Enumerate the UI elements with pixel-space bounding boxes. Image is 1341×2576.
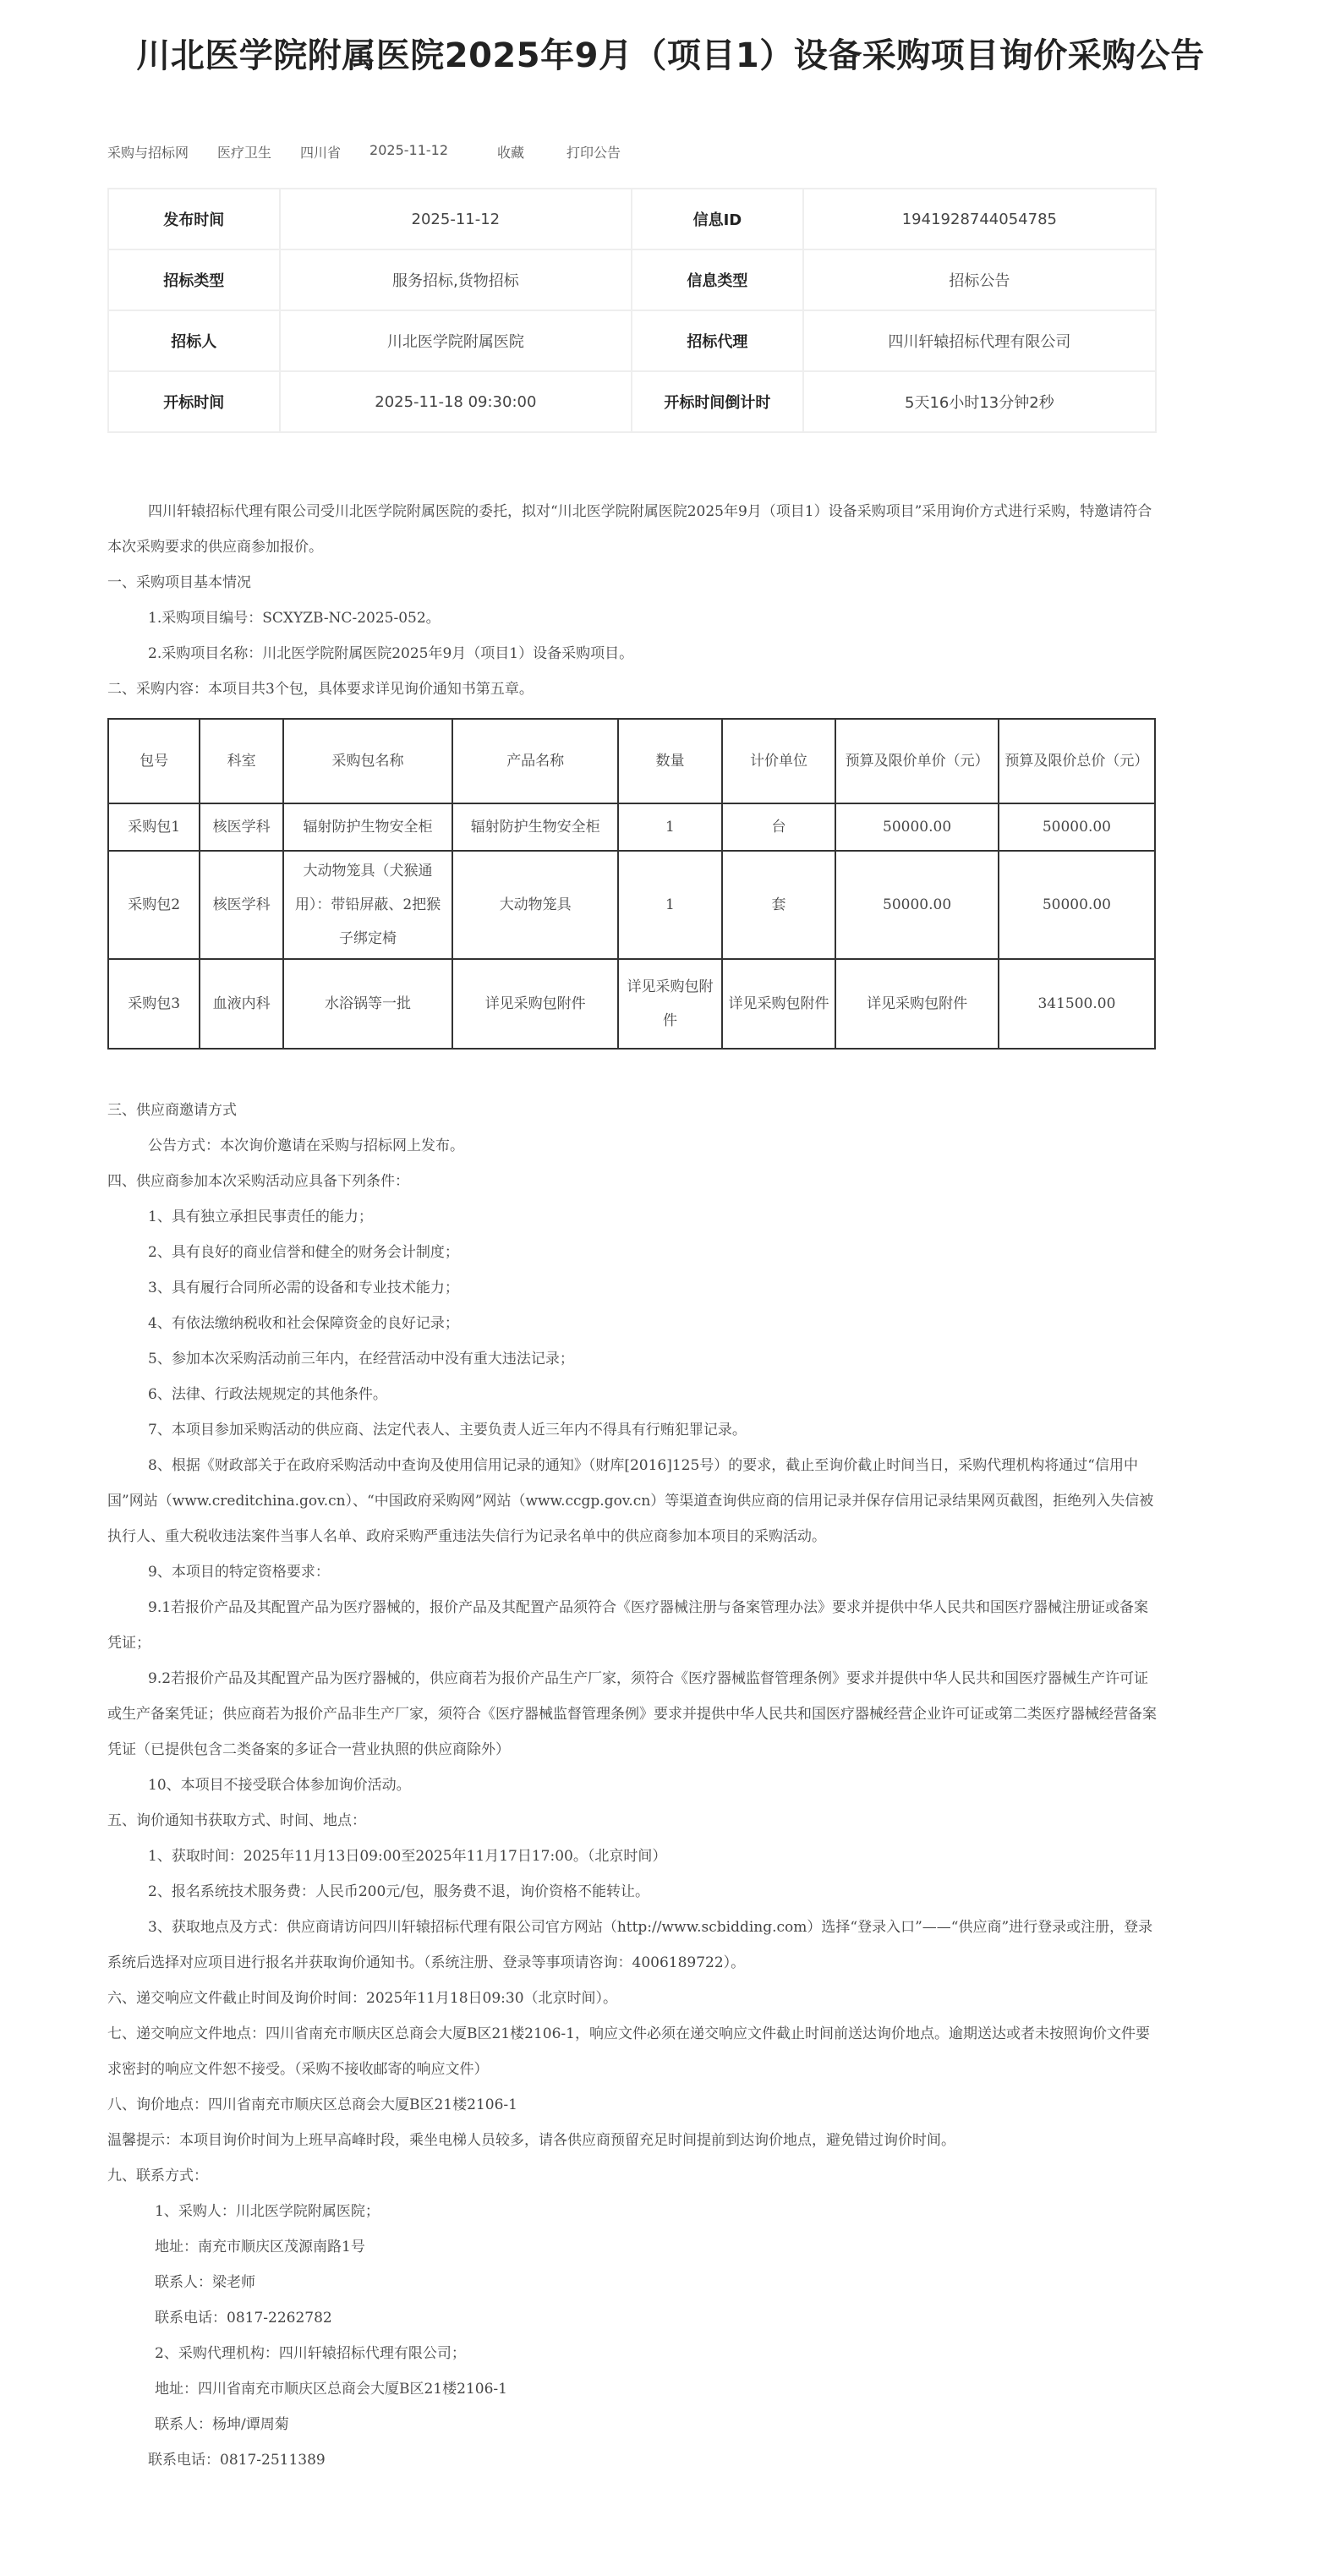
paragraph: 3、具有履行合同所必需的设备和专业技术能力；	[148, 1280, 459, 1296]
paragraph: 九、联系方式：	[107, 2168, 208, 2184]
table-cell: 详见采购包附件	[452, 959, 618, 1049]
paragraph: 1、获取时间：2025年11月13日09:00至2025年11月17日17:00。（北京时间）	[148, 1848, 667, 1865]
paragraph: 四川轩辕招标代理有限公司受川北医学院附属医院的委托，拟对“川北医学院附属医院2025年9月（项目1）设备采购项目”采用询价方式进行采购，特邀请符合本次采购要求的供应商参加报价。	[107, 503, 1152, 556]
info-label: 招标类型	[108, 249, 280, 310]
paragraph: 联系电话：0817-2511389	[148, 2452, 326, 2469]
column-header: 科室	[200, 719, 283, 803]
paragraph: 联系人：杨坤/谭周菊	[155, 2416, 289, 2433]
paragraph: 1、具有独立承担民事责任的能力；	[148, 1209, 373, 1225]
column-header: 计价单位	[722, 719, 836, 803]
table-cell: 大动物笼具	[452, 851, 618, 959]
paragraph: 地址：南充市顺庆区茂源南路1号	[155, 2239, 365, 2255]
paragraph: 3、获取地点及方式：供应商请访问四川轩辕招标代理有限公司官方网站（http://www.scbidding.com）选择“登录入口”——“供应商”进行登录或注册，登录系统后选择对应项目进行报名并获取询价通知书。（系统注册、登录等事项请咨询：4006189722）。	[107, 1919, 1153, 1971]
column-header: 数量	[618, 719, 721, 803]
meta-source: 采购与招标网	[107, 145, 189, 161]
table-cell: 大动物笼具（犬猴通用）：带铅屏蔽、2把猴子绑定椅	[283, 851, 452, 959]
info-label: 信息ID	[632, 189, 803, 249]
paragraph: 9.1若报价产品及其配置产品为医疗器械的，报价产品及其配置产品须符合《医疗器械注册与备案管理办法》要求并提供中华人民共和国医疗器械注册证或备案凭证；	[107, 1599, 1149, 1652]
meta-industry: 医疗卫生	[217, 145, 272, 161]
table-cell: 辐射防护生物安全柜	[283, 803, 452, 851]
info-value: 川北医学院附属医院	[280, 310, 632, 371]
table-cell: 采购包3	[108, 959, 200, 1049]
column-header: 预算及限价总价（元）	[999, 719, 1155, 803]
paragraph: 联系电话：0817-2262782	[155, 2310, 332, 2327]
paragraph: 2、采购代理机构：四川轩辕招标代理有限公司；	[155, 2345, 466, 2362]
info-label: 信息类型	[632, 249, 803, 310]
table-cell: 采购包2	[108, 851, 200, 959]
table-cell: 50000.00	[835, 803, 999, 851]
paragraph: 2、报名系统技术服务费：人民币200元/包，服务费不退，询价资格不能转让。	[148, 1883, 649, 1900]
info-row	[108, 310, 1156, 371]
table-cell: 50000.00	[999, 803, 1155, 851]
print-link[interactable]: 打印公告	[567, 145, 621, 161]
table-cell: 套	[722, 851, 836, 959]
paragraph: 联系人：梁老师	[155, 2274, 255, 2291]
paragraph: 6、法律、行政法规规定的其他条件。	[148, 1386, 387, 1403]
paragraph: 1、采购人：川北医学院附属医院；	[155, 2203, 380, 2220]
paragraph: 公告方式：本次询价邀请在采购与招标网上发布。	[148, 1137, 464, 1154]
table-cell: 1	[618, 851, 721, 959]
paragraph: 7、本项目参加采购活动的供应商、法定代表人、主要负责人近三年内不得具有行贿犯罪记录。	[148, 1422, 747, 1439]
table-cell: 血液内科	[200, 959, 283, 1049]
meta-date: 2025-11-12	[369, 142, 449, 158]
paragraph: 10、本项目不接受联合体参加询价活动。	[148, 1777, 411, 1794]
paragraph: 四、供应商参加本次采购活动应具备下列条件：	[107, 1173, 409, 1190]
paragraph: 三、供应商邀请方式	[107, 1102, 237, 1119]
info-value: 2025-11-18 09:30:00	[280, 371, 632, 432]
info-label: 招标人	[108, 310, 280, 371]
info-value: 2025-11-12	[280, 189, 632, 249]
table-cell: 水浴锅等一批	[283, 959, 452, 1049]
paragraph: 八、询价地点：四川省南充市顺庆区总商会大厦B区21楼2106-1	[107, 2096, 517, 2113]
info-row	[108, 189, 1156, 249]
column-header: 采购包名称	[283, 719, 452, 803]
column-header: 产品名称	[452, 719, 618, 803]
column-header: 预算及限价单价（元）	[835, 719, 999, 803]
paragraph: 六、递交响应文件截止时间及询价时间：2025年11月18日09:30（北京时间）。	[107, 1990, 618, 2007]
table-cell: 详见采购包附件	[618, 959, 721, 1049]
meta-bar	[107, 142, 663, 162]
info-row	[108, 371, 1156, 432]
page-title: 川北医学院附属医院2025年9月（项目1）设备采购项目询价采购公告	[136, 36, 1205, 75]
table-cell: 详见采购包附件	[835, 959, 999, 1049]
paragraph: 二、采购内容：本项目共3个包，具体要求详见询价通知书第五章。	[107, 681, 534, 698]
table-cell: 1	[618, 803, 721, 851]
paragraph: 1.采购项目编号：SCXYZB-NC-2025-052。	[148, 610, 441, 627]
info-row	[108, 249, 1156, 310]
intro-section	[107, 494, 1157, 707]
table-cell: 341500.00	[999, 959, 1155, 1049]
info-value: 5天16小时13分钟2秒	[803, 371, 1156, 432]
notice-body	[107, 1093, 1157, 2478]
info-value: 1941928744054785	[803, 189, 1156, 249]
table-cell: 核医学科	[200, 851, 283, 959]
info-label: 招标代理	[632, 310, 803, 371]
paragraph: 2.采购项目名称：川北医学院附属医院2025年9月（项目1）设备采购项目。	[148, 645, 634, 662]
table-row	[108, 851, 1155, 959]
info-label: 发布时间	[108, 189, 280, 249]
paragraph: 8、根据《财政部关于在政府采购活动中查询及使用信用记录的通知》（财库[2016]125号）的要求，截止至询价截止时间当日，采购代理机构将通过“信用中国”网站（www.creditchina.gov.cn）、“中国政府采购网”网站（www.ccgp.gov.cn）等渠道查询供应商的信用记录并保存信用记录结果网页截图，拒绝列入失信被执行人、重大税收违法案件当事人名单、政府采购严重违法失信行为记录名单中的供应商参加本项目的采购活动。	[107, 1457, 1154, 1545]
paragraph: 2、具有良好的商业信誉和健全的财务会计制度；	[148, 1244, 459, 1261]
paragraph: 9、本项目的特定资格要求：	[148, 1564, 330, 1581]
table-row	[108, 803, 1155, 851]
paragraph: 地址：四川省南充市顺庆区总商会大厦B区21楼2106-1	[155, 2381, 507, 2398]
info-value: 服务招标,货物招标	[280, 249, 632, 310]
paragraph: 五、询价通知书获取方式、时间、地点：	[107, 1812, 366, 1829]
column-header: 包号	[108, 719, 200, 803]
paragraph: 一、采购项目基本情况	[107, 574, 251, 591]
paragraph: 4、有依法缴纳税收和社会保障资金的良好记录；	[148, 1315, 459, 1332]
table-cell: 采购包1	[108, 803, 200, 851]
table-row	[108, 959, 1155, 1049]
table-cell: 辐射防护生物安全柜	[452, 803, 618, 851]
paragraph: 9.2若报价产品及其配置产品为医疗器械的，供应商若为报价产品生产厂家，须符合《医疗器械监督管理条例》要求并提供中华人民共和国医疗器械生产许可证或生产备案凭证；供应商若为报价产品非生产厂家，须符合《医疗器械监督管理条例》要求并提供中华人民共和国医疗器械经营企业许可证或第二类医疗器械经营备案凭证（已提供包含二类备案的多证合一营业执照的供应商除外）	[107, 1670, 1157, 1758]
info-label: 开标时间	[108, 371, 280, 432]
table-cell: 50000.00	[999, 851, 1155, 959]
meta-region: 四川省	[300, 145, 342, 161]
info-table	[107, 188, 1157, 433]
favorite-link[interactable]: 收藏	[497, 145, 525, 161]
info-label: 开标时间倒计时	[632, 371, 803, 432]
procurement-table	[107, 718, 1156, 1050]
table-cell: 核医学科	[200, 803, 283, 851]
paragraph: 七、递交响应文件地点：四川省南充市顺庆区总商会大厦B区21楼2106-1，响应文件必须在递交响应文件截止时间前送达询价地点。逾期送达或者未按照询价文件要求密封的响应文件恕不接受。（采购不接收邮寄的响应文件）	[107, 2025, 1150, 2078]
table-cell: 50000.00	[835, 851, 999, 959]
paragraph: 5、参加本次采购活动前三年内，在经营活动中没有重大违法记录；	[148, 1351, 574, 1367]
info-value: 招标公告	[803, 249, 1156, 310]
paragraph: 温馨提示：本项目询价时间为上班早高峰时段，乘坐电梯人员较多，请各供应商预留充足时间提前到达询价地点，避免错过询价时间。	[107, 2132, 955, 2149]
table-cell: 台	[722, 803, 836, 851]
table-cell: 详见采购包附件	[722, 959, 836, 1049]
info-value: 四川轩辕招标代理有限公司	[803, 310, 1156, 371]
